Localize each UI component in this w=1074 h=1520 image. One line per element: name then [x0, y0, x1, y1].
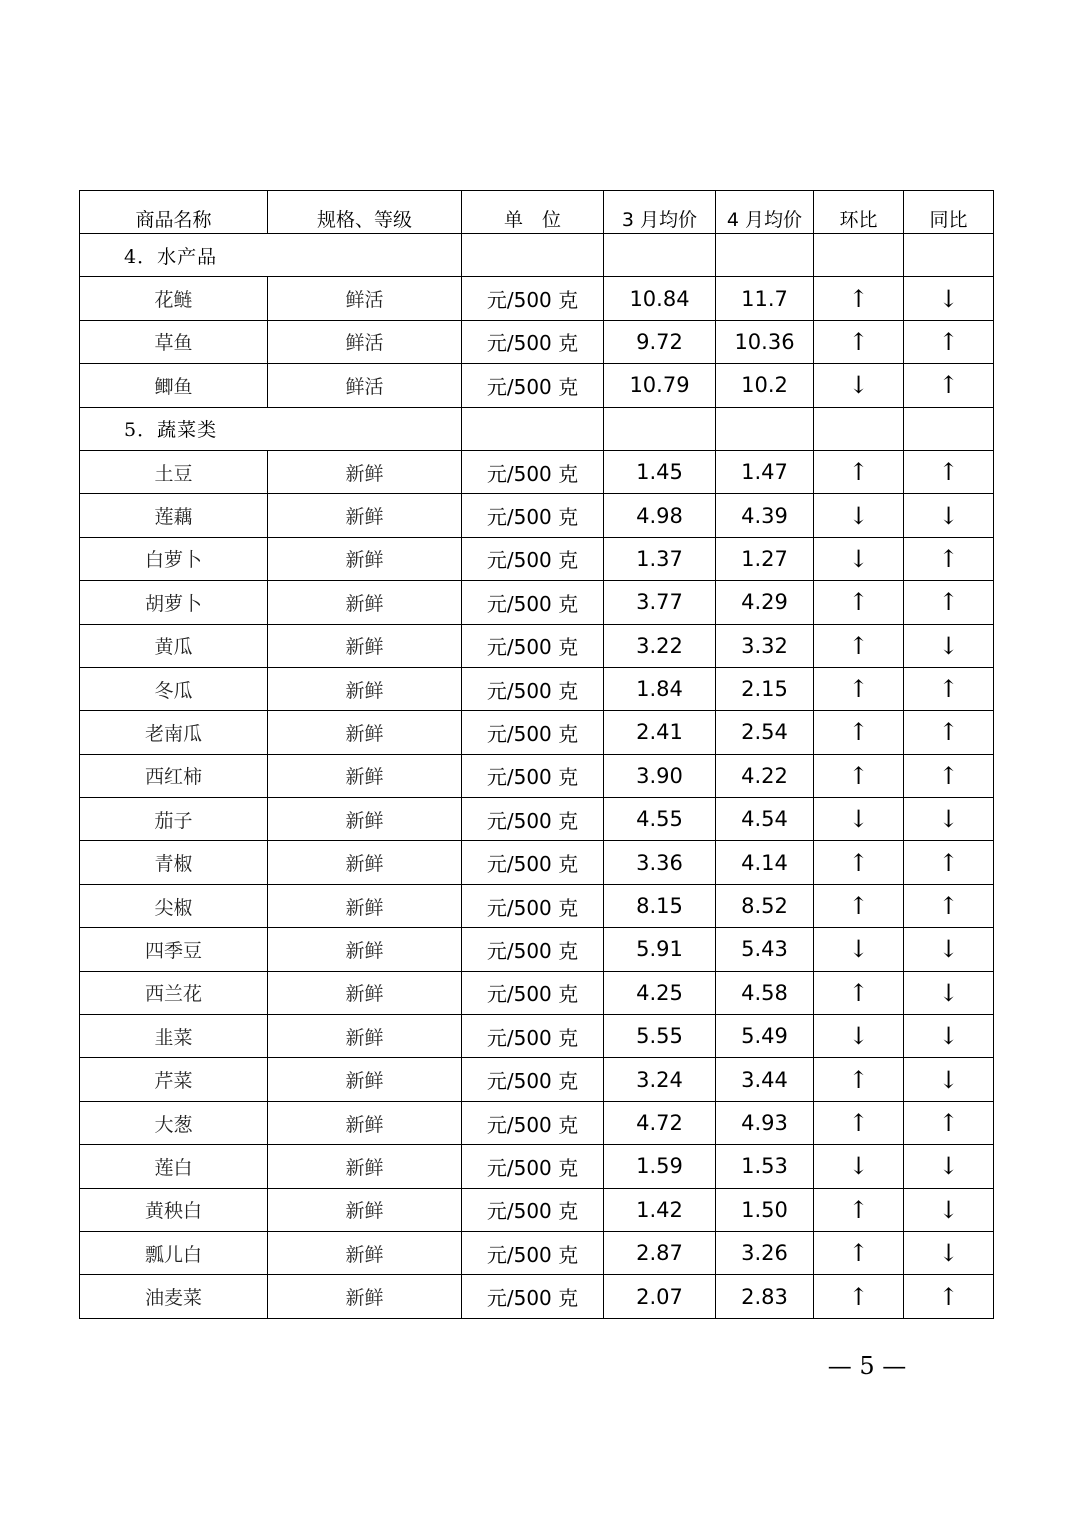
spec-grade: 新鲜	[268, 798, 462, 841]
mom-arrow: ↑	[814, 450, 904, 493]
product-name: 韭菜	[80, 1015, 268, 1058]
unit: 元/500 克	[462, 277, 604, 320]
april-price: 2.83	[716, 1275, 814, 1318]
spec-grade: 新鲜	[268, 884, 462, 927]
april-price: 3.32	[716, 624, 814, 667]
product-name: 白萝卜	[80, 537, 268, 580]
table-row	[80, 1188, 994, 1231]
unit: 元/500 克	[462, 1231, 604, 1274]
spec-grade: 鲜活	[268, 277, 462, 320]
section-title-cell	[80, 407, 462, 450]
march-price: 4.55	[604, 798, 716, 841]
mom-arrow: ↑	[814, 971, 904, 1014]
table-row	[80, 841, 994, 884]
table-row	[80, 1145, 994, 1188]
april-price: 11.7	[716, 277, 814, 320]
yoy-arrow: ↑	[904, 884, 994, 927]
march-price: 5.55	[604, 1015, 716, 1058]
section-row	[80, 234, 994, 277]
yoy-arrow: ↓	[904, 1058, 994, 1101]
product-name: 四季豆	[80, 928, 268, 971]
april-price: 2.15	[716, 667, 814, 710]
march-price: 8.15	[604, 884, 716, 927]
section-title: 5．蔬菜类	[124, 419, 218, 442]
april-price: 4.58	[716, 971, 814, 1014]
march-price: 10.79	[604, 364, 716, 407]
spec-grade: 新鲜	[268, 450, 462, 493]
march-price: 1.59	[604, 1145, 716, 1188]
april-price: 3.26	[716, 1231, 814, 1274]
yoy-arrow: ↓	[904, 798, 994, 841]
table-row	[80, 537, 994, 580]
mom-arrow: ↓	[814, 364, 904, 407]
april-price: 1.50	[716, 1188, 814, 1231]
table-row	[80, 928, 994, 971]
mom-arrow: ↑	[814, 884, 904, 927]
spec-grade: 新鲜	[268, 537, 462, 580]
march-price: 1.84	[604, 667, 716, 710]
product-name: 西红柿	[80, 754, 268, 797]
table-row	[80, 1231, 994, 1274]
mom-arrow: ↑	[814, 1231, 904, 1274]
product-name: 老南瓜	[80, 711, 268, 754]
march-price: 4.98	[604, 494, 716, 537]
march-price: 3.24	[604, 1058, 716, 1101]
product-name: 茄子	[80, 798, 268, 841]
march-price: 4.25	[604, 971, 716, 1014]
empty-cell	[462, 407, 604, 450]
table-row	[80, 277, 994, 320]
header-march-avg: 3 月均价	[604, 191, 716, 234]
march-price: 2.87	[604, 1231, 716, 1274]
march-price: 3.77	[604, 581, 716, 624]
table-row	[80, 798, 994, 841]
header-mom: 环比	[814, 191, 904, 234]
mom-arrow: ↑	[814, 1275, 904, 1318]
table-row	[80, 1101, 994, 1144]
yoy-arrow: ↑	[904, 450, 994, 493]
april-price: 4.14	[716, 841, 814, 884]
april-price: 5.43	[716, 928, 814, 971]
unit: 元/500 克	[462, 667, 604, 710]
empty-cell	[814, 234, 904, 277]
yoy-arrow: ↓	[904, 1188, 994, 1231]
march-price: 5.91	[604, 928, 716, 971]
empty-cell	[462, 234, 604, 277]
empty-cell	[814, 407, 904, 450]
spec-grade: 新鲜	[268, 1058, 462, 1101]
spec-grade: 新鲜	[268, 581, 462, 624]
yoy-arrow: ↑	[904, 364, 994, 407]
mom-arrow: ↑	[814, 841, 904, 884]
spec-grade: 新鲜	[268, 754, 462, 797]
table-row	[80, 711, 994, 754]
mom-arrow: ↑	[814, 277, 904, 320]
spec-grade: 新鲜	[268, 494, 462, 537]
mom-arrow: ↑	[814, 1101, 904, 1144]
yoy-arrow: ↓	[904, 1231, 994, 1274]
march-price: 3.22	[604, 624, 716, 667]
april-price: 1.53	[716, 1145, 814, 1188]
april-price: 5.49	[716, 1015, 814, 1058]
header-row	[80, 191, 994, 234]
mom-arrow: ↑	[814, 711, 904, 754]
empty-cell	[604, 407, 716, 450]
spec-grade: 新鲜	[268, 667, 462, 710]
yoy-arrow: ↓	[904, 1145, 994, 1188]
april-price: 2.54	[716, 711, 814, 754]
empty-cell	[716, 234, 814, 277]
unit: 元/500 克	[462, 581, 604, 624]
unit: 元/500 克	[462, 1188, 604, 1231]
mom-arrow: ↓	[814, 1015, 904, 1058]
yoy-arrow: ↑	[904, 1101, 994, 1144]
table-row	[80, 667, 994, 710]
april-price: 10.2	[716, 364, 814, 407]
table-row	[80, 1015, 994, 1058]
mom-arrow: ↓	[814, 1145, 904, 1188]
product-name: 油麦菜	[80, 1275, 268, 1318]
mom-arrow: ↓	[814, 798, 904, 841]
product-name: 土豆	[80, 450, 268, 493]
table-row	[80, 320, 994, 363]
unit: 元/500 克	[462, 624, 604, 667]
unit: 元/500 克	[462, 494, 604, 537]
section-title-cell	[80, 234, 462, 277]
unit: 元/500 克	[462, 1101, 604, 1144]
mom-arrow: ↑	[814, 624, 904, 667]
march-price: 2.07	[604, 1275, 716, 1318]
header-unit: 单 位	[462, 191, 604, 234]
table-row	[80, 624, 994, 667]
product-name: 黄瓜	[80, 624, 268, 667]
product-name: 大葱	[80, 1101, 268, 1144]
section-title: 4．水产品	[124, 245, 218, 268]
unit: 元/500 克	[462, 1058, 604, 1101]
spec-grade: 新鲜	[268, 1101, 462, 1144]
spec-grade: 新鲜	[268, 1188, 462, 1231]
unit: 元/500 克	[462, 841, 604, 884]
product-name: 莲藕	[80, 494, 268, 537]
yoy-arrow: ↓	[904, 1015, 994, 1058]
table-row	[80, 494, 994, 537]
empty-cell	[604, 234, 716, 277]
table-row	[80, 581, 994, 624]
spec-grade: 新鲜	[268, 928, 462, 971]
unit: 元/500 克	[462, 1145, 604, 1188]
unit: 元/500 克	[462, 450, 604, 493]
product-name: 西兰花	[80, 971, 268, 1014]
unit: 元/500 克	[462, 884, 604, 927]
april-price: 4.54	[716, 798, 814, 841]
yoy-arrow: ↑	[904, 667, 994, 710]
table-row	[80, 754, 994, 797]
table-row	[80, 364, 994, 407]
unit: 元/500 克	[462, 798, 604, 841]
april-price: 4.22	[716, 754, 814, 797]
march-price: 3.90	[604, 754, 716, 797]
spec-grade: 新鲜	[268, 711, 462, 754]
header-product-name: 商品名称	[80, 191, 268, 234]
unit: 元/500 克	[462, 320, 604, 363]
empty-cell	[904, 407, 994, 450]
table-row	[80, 971, 994, 1014]
price-table	[79, 190, 994, 1319]
march-price: 9.72	[604, 320, 716, 363]
spec-grade: 新鲜	[268, 1231, 462, 1274]
march-price: 1.45	[604, 450, 716, 493]
section-row	[80, 407, 994, 450]
mom-arrow: ↑	[814, 320, 904, 363]
march-price: 10.84	[604, 277, 716, 320]
april-price: 4.29	[716, 581, 814, 624]
unit: 元/500 克	[462, 928, 604, 971]
header-spec-grade: 规格、等级	[268, 191, 462, 234]
spec-grade: 新鲜	[268, 1275, 462, 1318]
unit: 元/500 克	[462, 971, 604, 1014]
yoy-arrow: ↑	[904, 754, 994, 797]
empty-cell	[716, 407, 814, 450]
unit: 元/500 克	[462, 1015, 604, 1058]
march-price: 1.37	[604, 537, 716, 580]
yoy-arrow: ↓	[904, 928, 994, 971]
product-name: 尖椒	[80, 884, 268, 927]
product-name: 黄秧白	[80, 1188, 268, 1231]
march-price: 1.42	[604, 1188, 716, 1231]
table-body	[80, 191, 994, 1319]
march-price: 3.36	[604, 841, 716, 884]
april-price: 8.52	[716, 884, 814, 927]
yoy-arrow: ↓	[904, 277, 994, 320]
unit: 元/500 克	[462, 1275, 604, 1318]
spec-grade: 新鲜	[268, 971, 462, 1014]
yoy-arrow: ↑	[904, 1275, 994, 1318]
mom-arrow: ↑	[814, 581, 904, 624]
empty-cell	[904, 234, 994, 277]
yoy-arrow: ↑	[904, 537, 994, 580]
table-row	[80, 1058, 994, 1101]
product-name: 青椒	[80, 841, 268, 884]
table-row	[80, 1275, 994, 1318]
march-price: 4.72	[604, 1101, 716, 1144]
yoy-arrow: ↑	[904, 711, 994, 754]
spec-grade: 新鲜	[268, 624, 462, 667]
spec-grade: 新鲜	[268, 1015, 462, 1058]
unit: 元/500 克	[462, 711, 604, 754]
mom-arrow: ↓	[814, 928, 904, 971]
yoy-arrow: ↑	[904, 841, 994, 884]
unit: 元/500 克	[462, 754, 604, 797]
unit: 元/500 克	[462, 364, 604, 407]
unit: 元/500 克	[462, 537, 604, 580]
header-april-avg: 4 月均价	[716, 191, 814, 234]
mom-arrow: ↑	[814, 667, 904, 710]
april-price: 1.27	[716, 537, 814, 580]
yoy-arrow: ↓	[904, 971, 994, 1014]
april-price: 1.47	[716, 450, 814, 493]
april-price: 10.36	[716, 320, 814, 363]
april-price: 4.93	[716, 1101, 814, 1144]
yoy-arrow: ↓	[904, 494, 994, 537]
product-name: 鲫鱼	[80, 364, 268, 407]
product-name: 莲白	[80, 1145, 268, 1188]
yoy-arrow: ↑	[904, 320, 994, 363]
spec-grade: 新鲜	[268, 841, 462, 884]
yoy-arrow: ↓	[904, 624, 994, 667]
spec-grade: 鲜活	[268, 320, 462, 363]
mom-arrow: ↑	[814, 1188, 904, 1231]
march-price: 2.41	[604, 711, 716, 754]
product-name: 花鲢	[80, 277, 268, 320]
product-name: 草鱼	[80, 320, 268, 363]
product-name: 芹菜	[80, 1058, 268, 1101]
yoy-arrow: ↑	[904, 581, 994, 624]
april-price: 4.39	[716, 494, 814, 537]
mom-arrow: ↑	[814, 754, 904, 797]
spec-grade: 鲜活	[268, 364, 462, 407]
page-number: — 5 —	[827, 1352, 907, 1380]
product-name: 胡萝卜	[80, 581, 268, 624]
mom-arrow: ↑	[814, 1058, 904, 1101]
mom-arrow: ↓	[814, 494, 904, 537]
product-name: 瓢儿白	[80, 1231, 268, 1274]
product-name: 冬瓜	[80, 667, 268, 710]
april-price: 3.44	[716, 1058, 814, 1101]
table-row	[80, 450, 994, 493]
spec-grade: 新鲜	[268, 1145, 462, 1188]
mom-arrow: ↓	[814, 537, 904, 580]
header-yoy: 同比	[904, 191, 994, 234]
table-row	[80, 884, 994, 927]
